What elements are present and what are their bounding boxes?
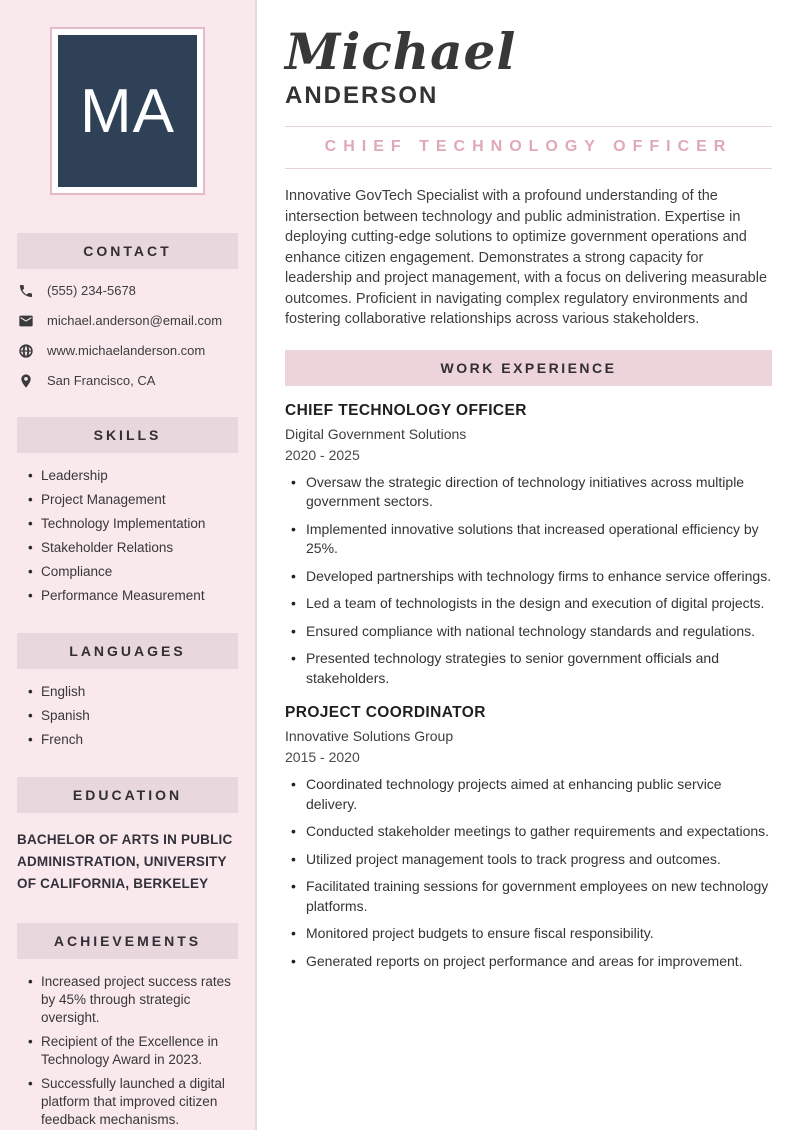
languages-section-title: LANGUAGES: [17, 633, 238, 669]
education-section: [0, 777, 255, 895]
education-section-title: EDUCATION: [17, 777, 238, 813]
achievement-item: • Increased project success rates by 45% through strategic oversight.: [28, 973, 238, 1027]
job-bullet-list: [285, 775, 772, 971]
email-icon: [17, 312, 34, 329]
languages-list: [0, 669, 255, 749]
role-band: [285, 126, 772, 169]
first-name: Michael: [285, 22, 517, 81]
contact-section-title: CONTACT: [17, 233, 238, 269]
job-bullet: • Utilized project management tools to track progress and outcomes.: [291, 850, 772, 870]
job-bullet: • Ensured compliance with national technology standards and regulations.: [291, 622, 772, 642]
job-bullet: • Conducted stakeholder meetings to gather requirements and expectations.: [291, 822, 772, 842]
skills-section: [0, 417, 255, 605]
skill-item: • Performance Measurement: [28, 587, 238, 605]
job-bullet: • Developed partnerships with technology firms to enhance service offerings.: [291, 567, 772, 587]
achievements-section: [0, 923, 255, 1129]
job-bullet: • Presented technology strategies to senior government officials and stakeholders.: [291, 649, 772, 688]
professional-summary: Innovative GovTech Specialist with a profound understanding of the intersection between technology and public administration. Expertise in deploying cutting-edge solutions to optimize government operations and enhance citizen engagement. Demonstrates a strong capacity for leadership and project management, with a focus on delivering measurable outcomes. Proficient in navigating complex regulatory environments and fostering collaborative relationships across various stakeholders.: [285, 188, 768, 327]
job-bullet: • Facilitated training sessions for government employees on new technology platforms.: [291, 877, 772, 916]
work-experience-section-title: WORK EXPERIENCE: [285, 350, 772, 386]
achievement-item: • Successfully launched a digital platform that improved citizen feedback mechanisms.: [28, 1075, 238, 1129]
job-bullet-list: [285, 473, 772, 689]
skill-item: • Leadership: [28, 467, 238, 485]
job-bullet: • Generated reports on project performance and areas for improvement.: [291, 952, 772, 972]
website-url: www.michaelanderson.com: [47, 343, 206, 358]
initials-monogram: MA: [80, 76, 175, 146]
sidebar: [0, 0, 257, 1130]
email-address: michael.anderson@email.com: [47, 313, 223, 328]
skills-list: [0, 453, 255, 605]
skill-item: • Stakeholder Relations: [28, 539, 238, 557]
job-company: Innovative Solutions Group: [285, 728, 454, 744]
job-bullet: • Oversaw the strategic direction of technology initiatives across multiple government sectors.: [291, 473, 772, 512]
contact-row-location: [17, 372, 238, 389]
main-column: [257, 0, 800, 1130]
job-title: CHIEF TECHNOLOGY OFFICER: [285, 401, 527, 419]
photo-frame: [50, 27, 205, 195]
job-role-title: CHIEF TECHNOLOGY OFFICER: [324, 138, 733, 155]
language-item: • French: [28, 731, 238, 749]
job-bullet: • Monitored project budgets to ensure fiscal responsibility.: [291, 924, 772, 944]
achievements-list: [0, 959, 255, 1129]
skills-section-title: SKILLS: [17, 417, 238, 453]
job-title: PROJECT COORDINATOR: [285, 704, 486, 721]
job-entry: [285, 704, 772, 971]
contact-list: [0, 269, 255, 389]
job-entry: [285, 402, 772, 689]
skill-item: • Technology Implementation: [28, 515, 238, 533]
location-text: San Francisco, CA: [47, 373, 156, 388]
globe-icon: [17, 342, 34, 359]
phone-icon: [17, 282, 34, 299]
skill-item: • Compliance: [28, 563, 238, 581]
language-item: • English: [28, 683, 238, 701]
education-degree-text: BACHELOR OF ARTS IN PUBLIC ADMINISTRATION, UNIVERSITY OF CALIFORNIA, BERKELEY: [17, 832, 233, 891]
languages-section: [0, 633, 255, 749]
job-bullet: • Implemented innovative solutions that increased operational efficiency by 25%.: [291, 520, 772, 559]
job-bullet: • Coordinated technology projects aimed at enhancing public service delivery.: [291, 775, 772, 814]
contact-section: [0, 233, 255, 389]
location-pin-icon: [17, 372, 34, 389]
skill-item: • Project Management: [28, 491, 238, 509]
job-dates: 2020 - 2025: [285, 446, 360, 463]
achievements-section-title: ACHIEVEMENTS: [17, 923, 238, 959]
job-company: Digital Government Solutions: [285, 425, 467, 442]
photo-placeholder: [58, 35, 197, 187]
job-bullet: • Led a team of technologists in the design and execution of digital projects.: [291, 594, 772, 614]
job-dates: 2015 - 2020: [285, 749, 360, 765]
contact-row-phone: [17, 282, 238, 299]
achievement-item: • Recipient of the Excellence in Technology Award in 2023.: [28, 1033, 238, 1069]
last-name: ANDERSON: [285, 82, 439, 109]
phone-number: (555) 234-5678: [47, 283, 136, 298]
contact-row-website: [17, 342, 238, 359]
contact-row-email: [17, 312, 238, 329]
language-item: • Spanish: [28, 707, 238, 725]
